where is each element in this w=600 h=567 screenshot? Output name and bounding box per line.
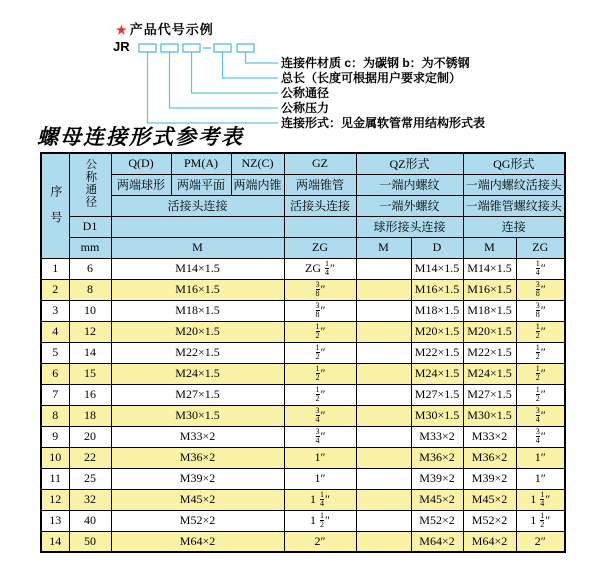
table-row [41,531,565,552]
m-thread-value: M39×2 [111,468,284,489]
dn-value: 16 [69,384,111,405]
code-box-2 [161,44,178,52]
code-box-3 [183,44,200,52]
header-mm: mm [69,237,111,258]
m-thread-value: M27×1.5 [111,384,284,405]
qz-m-value [356,279,411,300]
m-thread-value: M36×2 [111,447,284,468]
qg-zg-value: 1 $\frac{1}{4}$ ″ [516,489,565,510]
qz-m-value [356,321,411,342]
qg-m-value: M36×2 [463,447,516,468]
gz-zg-value: ZG $\frac{1}{4}$ ″ [284,258,356,279]
header-col-nz: NZ(C) [231,153,284,174]
table-row [41,300,565,321]
dn-value: 20 [69,426,111,447]
qg-zg-value: 1″ [516,447,565,468]
qg-m-value: M24×1.5 [463,363,516,384]
qg-zg-value: $\frac{3}{4}$ ″ [516,426,565,447]
m-thread-value: M16×1.5 [111,279,284,300]
nut-connection-table [40,152,566,553]
qg-m-value: M16×1.5 [463,279,516,300]
table-title: 螺母连接形式参考表 [37,125,244,149]
m-thread-value: M20×1.5 [111,321,284,342]
header-gz-union-connection: 活接头连接 [284,195,356,216]
qz-d-value: M30×1.5 [411,405,463,426]
qg-m-value: M52×2 [463,510,516,531]
header-nominal-diameter-label: 公称通径 [84,157,97,208]
row-number: 3 [41,300,69,321]
qz-d-value: M36×2 [411,447,463,468]
header-gz-desc: 两端锥管 [284,174,356,195]
dn-value: 50 [69,531,111,552]
qg-zg-value: $\frac{1}{2}$ ″ [516,384,565,405]
dn-value: 12 [69,321,111,342]
gz-zg-value: 1″ [284,447,356,468]
header-col-qg: QG形式 [463,153,565,174]
header-col-qz: QZ形式 [356,153,463,174]
code-label-nominal-pressure: 公称压力 [281,101,330,115]
gz-zg-value: $\frac{3}{4}$ ″ [284,426,356,447]
qg-zg-value: $\frac{1}{2}$ ″ [516,363,565,384]
gz-zg-value: $\frac{3}{4}$ ″ [284,405,356,426]
qg-zg-value: 2″ [516,531,565,552]
qg-m-value: M27×1.5 [463,384,516,405]
header-qz-d: D [411,237,463,258]
table-row [41,489,565,510]
row-number: 13 [41,510,69,531]
gz-zg-value: $\frac{1}{2}$ ″ [284,363,356,384]
table-row [41,468,565,489]
connector-lines [148,52,279,123]
gz-zg-value: 1 $\frac{1}{2}$ ″ [284,510,356,531]
table-row [41,384,565,405]
table-row [41,258,565,279]
qg-zg-value: 1 $\frac{1}{2}$ ″ [516,510,565,531]
qz-d-value: M39×2 [411,468,463,489]
m-thread-value: M33×2 [111,426,284,447]
table-row [41,447,565,468]
header-m: M [111,237,284,258]
qz-d-value: M24×1.5 [411,363,463,384]
header-empty-cell [111,216,284,237]
header-gz-empty-cell [284,216,356,237]
qz-m-value [356,426,411,447]
qz-m-value [356,489,411,510]
code-box-1 [139,44,156,52]
row-number: 1 [41,258,69,279]
table-row [41,426,565,447]
qz-m-value [356,363,411,384]
m-thread-value: M14×1.5 [111,258,284,279]
diagram-heading [116,19,214,38]
m-thread-value: M64×2 [111,531,284,552]
header-nominal-diameter [69,153,111,216]
row-number: 11 [41,468,69,489]
qg-m-value: M18×1.5 [463,300,516,321]
qg-zg-value: 1″ [516,468,565,489]
dn-value: 32 [69,489,111,510]
m-thread-value: M45×2 [111,489,284,510]
table-row [41,405,565,426]
table-body [41,258,565,552]
gz-zg-value: 2″ [284,531,356,552]
row-number: 14 [41,531,69,552]
header-q-desc: 两端球形 [111,174,171,195]
gz-zg-value: $\frac{3}{8}$ ″ [284,279,356,300]
dn-value: 6 [69,258,111,279]
gz-zg-value: $\frac{1}{2}$ ″ [284,342,356,363]
qg-m-value: M22×1.5 [463,342,516,363]
qz-d-value: M18×1.5 [411,300,463,321]
header-col-pm: PM(A) [171,153,231,174]
gz-zg-value: $\frac{1}{2}$ ″ [284,384,356,405]
qg-zg-value: $\frac{1}{4}$ ″ [516,258,565,279]
header-qz-m: M [356,237,411,258]
code-box-4 [214,44,231,52]
header-qg-zg: ZG [516,237,565,258]
dn-value: 40 [69,510,111,531]
table-row [41,321,565,342]
qg-m-value: M39×2 [463,468,516,489]
header-qg-taper-thread: 一端锥管螺纹接头 [463,195,565,216]
qz-m-value [356,384,411,405]
header-union-connection: 活接头连接 [111,195,284,216]
qz-m-value [356,468,411,489]
m-thread-value: M18×1.5 [111,300,284,321]
dn-value: 22 [69,447,111,468]
star-icon: ★ [116,23,128,37]
qz-d-value: M33×2 [411,426,463,447]
qg-zg-value: $\frac{1}{2}$ ″ [516,342,565,363]
header-qz-external-thread: 一端外螺纹 [356,195,463,216]
header-qz-ball-connection: 球形接头连接 [356,216,463,237]
code-labels [281,56,485,131]
table-row [41,510,565,531]
qz-m-value [356,300,411,321]
qz-d-value: M20×1.5 [411,321,463,342]
header-serial-label: 序号 [48,184,63,237]
table-row [41,342,565,363]
row-number: 10 [41,447,69,468]
table-header [41,153,565,258]
header-qg-connection: 连接 [463,216,565,237]
row-number: 8 [41,405,69,426]
qg-zg-value: $\frac{3}{8}$ ″ [516,279,565,300]
qz-d-value: M22×1.5 [411,342,463,363]
qg-m-value: M33×2 [463,426,516,447]
header-serial [41,153,69,258]
code-label-nominal-diameter: 公称通径 [281,86,330,100]
qz-m-value [356,405,411,426]
code-label-material: 连接件材质 c：为碳钢 b：为不锈钢 [281,56,470,70]
row-number: 9 [41,426,69,447]
table-row [41,363,565,384]
qz-d-value: M16×1.5 [411,279,463,300]
dn-value: 14 [69,342,111,363]
qg-m-value: M45×2 [463,489,516,510]
header-zg: ZG [284,237,356,258]
gz-zg-value: $\frac{1}{2}$ ″ [284,321,356,342]
code-label-total-length: 总长（长度可根据用户要求定制） [281,71,462,85]
row-number: 4 [41,321,69,342]
qg-zg-value: $\frac{3}{4}$ ″ [516,405,565,426]
dn-value: 15 [69,363,111,384]
row-number: 7 [41,384,69,405]
qg-zg-value: $\frac{3}{8}$ ″ [516,300,565,321]
table-row [41,279,565,300]
qg-m-value: M64×2 [463,531,516,552]
diagram-heading-text: 产品代号示例 [129,22,214,37]
dn-value: 8 [69,279,111,300]
row-number: 2 [41,279,69,300]
m-thread-value: M52×2 [111,510,284,531]
qz-d-value: M45×2 [411,489,463,510]
m-thread-value: M22×1.5 [111,342,284,363]
header-col-q: Q(D) [111,153,171,174]
header-qg-desc: 一端内螺纹活接头 [463,174,565,195]
qz-m-value [356,531,411,552]
gz-zg-value: 1 $\frac{1}{4}$ ″ [284,489,356,510]
qz-d-value: M14×1.5 [411,258,463,279]
header-qg-m: M [463,237,516,258]
qz-d-value: M27×1.5 [411,384,463,405]
qz-m-value [356,342,411,363]
m-thread-value: M30×1.5 [111,405,284,426]
dn-value: 18 [69,405,111,426]
header-d1: D1 [69,216,111,237]
qg-zg-value: $\frac{1}{2}$ ″ [516,321,565,342]
gz-zg-value: 1″ [284,468,356,489]
qg-m-value: M14×1.5 [463,258,516,279]
m-thread-value: M24×1.5 [111,363,284,384]
code-label-connection-type: 连接形式：见金属软管常用结构形式表 [281,116,486,130]
qz-m-value [356,510,411,531]
header-pm-desc: 两端平面 [171,174,231,195]
dn-value: 25 [69,468,111,489]
qz-m-value [356,258,411,279]
gz-zg-value: $\frac{3}{8}$ ″ [284,300,356,321]
qz-d-value: M52×2 [411,510,463,531]
qz-m-value [356,447,411,468]
dn-value: 10 [69,300,111,321]
qg-m-value: M30×1.5 [463,405,516,426]
header-nz-desc: 两端内锥 [231,174,284,195]
qg-m-value: M20×1.5 [463,321,516,342]
code-box-5 [237,44,254,52]
header-col-gz: GZ [284,153,356,174]
qz-d-value: M64×2 [411,531,463,552]
product-code-prefix: JR [113,39,130,54]
row-number: 5 [41,342,69,363]
header-qz-desc: 一端内螺纹 [356,174,463,195]
row-number: 6 [41,363,69,384]
code-boxes [139,44,254,52]
row-number: 12 [41,489,69,510]
